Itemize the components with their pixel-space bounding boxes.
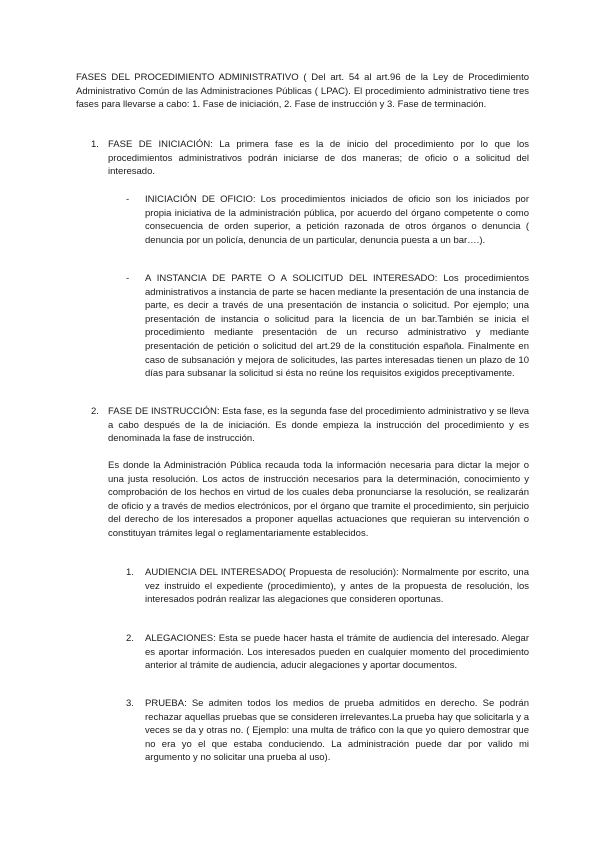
- section-text: FASE DE INSTRUCCIÓN: Esta fase, es la segunda fase del procedimiento administrativo y se lleva a cabo después de la de iniciación. Es donde empieza la instrucción del procedimiento y es denominada la fase de instrucción.: [108, 406, 529, 445]
- section-fase-instruccion: [91, 405, 529, 446]
- intro-paragraph: FASES DEL PROCEDIMIENTO ADMINISTRATIVO ( Del art. 54 al art.96 de la Ley de Procedimiento Administrativo Común de las Administraciones Públicas ( LPAC). El procedimiento administrativo tiene tres fases para llevarse a cabo: 1. Fase de iniciación, 2. Fase de instrucción y 3. Fase de terminación.: [76, 72, 529, 111]
- subitem-instancia-de-parte: [126, 272, 529, 381]
- list-number: 2.: [126, 633, 134, 644]
- section-number: 1.: [91, 139, 99, 150]
- subitem-audiencia-interesado: [126, 566, 529, 607]
- bullet-marker: -: [126, 273, 130, 284]
- subitem-text: ALEGACIONES: Esta se puede hacer hasta el trámite de audiencia del interesado. Alegar es aportar información. Los interesados pueden en cualquier momento del procedimiento anterior al trámite de audiencia, aducir alegaciones y aportar documentos.: [145, 633, 529, 672]
- subitem-text: A INSTANCIA DE PARTE O A SOLICITUD DEL INTERESADO: Los procedimientos administrativos a instancia de parte se hacen mediante la presentación de una instancia de parte, es decir a través de una presentación de instancia o solicitud. Por ejemplo; una presentación de instancia o solicitud para la licencia de un bar.También se inicia el procedimiento mediante presentación de un recurso administrativo y mediante presentación de petición o solicitud del art.29 de la constitución española. Finalmente en caso de subsanación y mejora de solicitudes, las partes interesadas tienen un plazo de 10 días para subsanar la solicitud si ésta no reúne los requisitos exigidos preceptivamente.: [145, 273, 529, 380]
- instruccion-paragraph: Es donde la Administración Pública recauda toda la información necesaria para dictar la mejor o una justa resolución. Los actos de instrucción necesarios para la determinación, conocimiento y comprobación de los hechos en virtud de los cuales deba pronunciarse la resolución, se realizarán de oficio y a través de medios electrónicos, por el órgano que tramite el procedimiento, sin perjuicio del derecho de los interesados a proponer aquellas actuaciones que requieran su intervención o constituyan trámites legal o reglamentariamente establecidos.: [108, 460, 529, 539]
- section-number: 2.: [91, 406, 99, 417]
- list-number: 1.: [126, 567, 134, 578]
- subitem-iniciacion-de-oficio: [126, 193, 529, 247]
- section-text: FASE DE INICIACIÓN: La primera fase es la de inicio del procedimiento por lo que los procedimientos administrativos podrán iniciarse de dos maneras; de oficio o a solicitud del interesado.: [108, 139, 529, 178]
- subitem-text: AUDIENCIA DEL INTERESADO( Propuesta de resolución): Normalmente por escrito, una vez instruido el expediente (procedimiento), y antes de la propuesta de resolución, los interesados podrán realizar las alegaciones que consideren oportunas.: [145, 567, 529, 606]
- section-fase-iniciacion: [91, 138, 529, 179]
- subitem-text: INICIACIÓN DE OFICIO: Los procedimientos iniciados de oficio son los iniciados por propia iniciativa de la administración pública, por acuerdo del órgano competente o como consecuencia de orden superior, a petición razonada de otros órganos o denuncia ( denuncia por un policía, denuncia de un particular, denuncia puesta a un bar….).: [145, 194, 529, 246]
- subitem-prueba: [126, 697, 529, 765]
- subitem-alegaciones: [126, 632, 529, 673]
- subitem-text: PRUEBA: Se admiten todos los medios de prueba admitidos en derecho. Se podrán rechazar aquellas pruebas que se consideren irrelevantes.La prueba hay que solicitarla y a veces se da y otras no. ( Ejemplo: una multa de tráfico con la que yo quiero demostrar que no era yo el que estaba conduciendo. La administración puede dar por valido mi argumento y no solicitar una prueba al uso).: [145, 698, 529, 764]
- bullet-marker: -: [126, 194, 130, 205]
- list-number: 3.: [126, 698, 134, 709]
